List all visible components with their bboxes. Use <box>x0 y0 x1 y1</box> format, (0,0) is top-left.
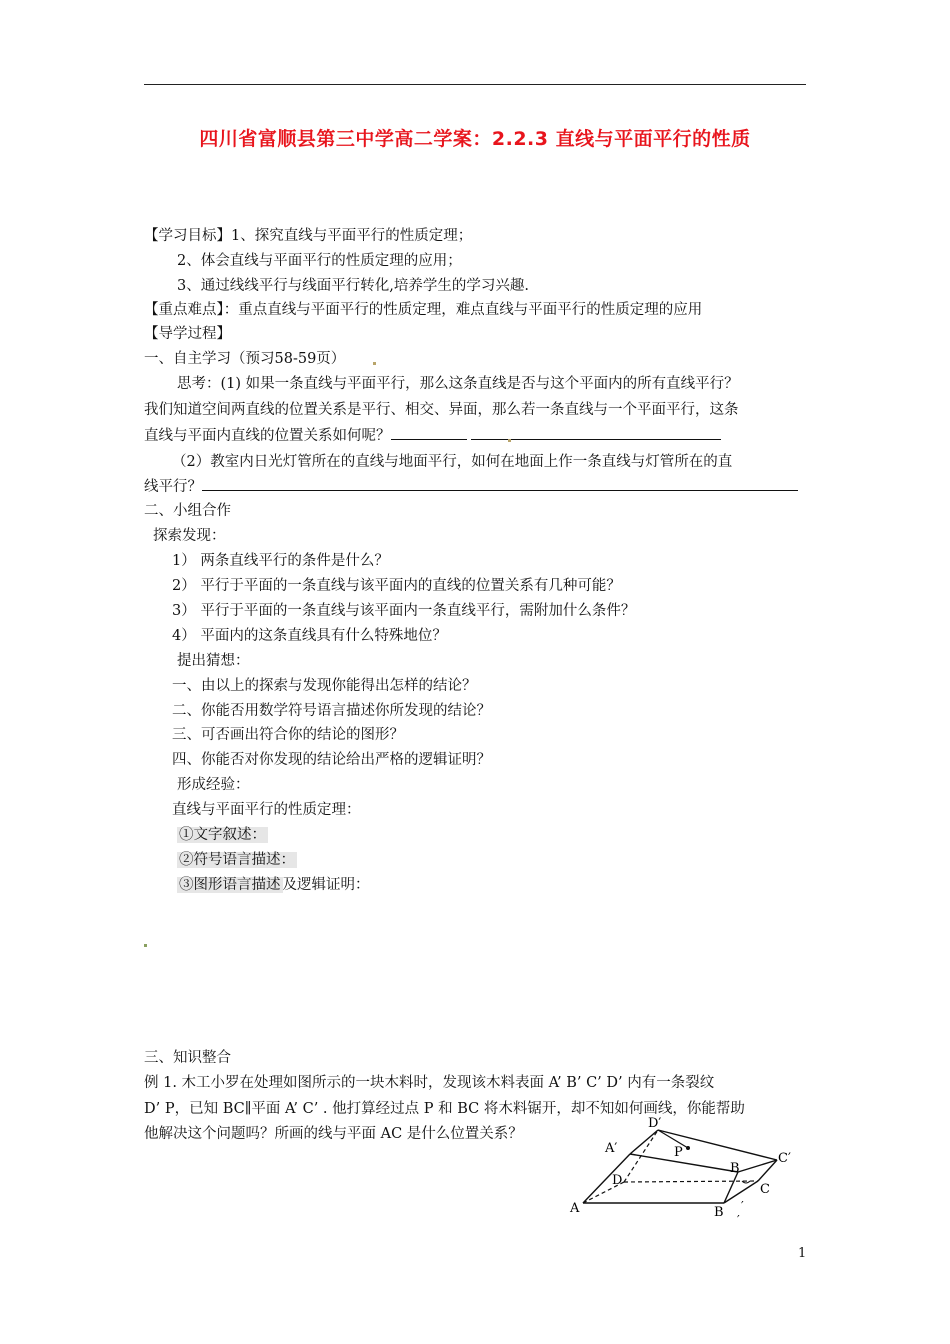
explore-item: 4） 平面内的这条直线具有什么特殊地位？ <box>172 628 447 644</box>
explore-label: 探索发现： <box>153 528 226 544</box>
objective-item: 3、通过线线平行与线面平行转化,培养学生的学习兴趣. <box>177 278 529 294</box>
label-a: A <box>570 1201 580 1216</box>
section-3-heading: 三、知识整合 <box>144 1050 231 1066</box>
point-p <box>686 1146 690 1150</box>
edge-d-d1-hidden <box>624 1130 658 1182</box>
speck-mark <box>144 944 147 947</box>
question-1-line-2: 我们知道空间两直线的位置关系是平行、相交、异面，那么若一条直线与一个平面平行，这条 <box>144 402 739 418</box>
guess-item: 二、你能否用数学符号语言描述你所发现的结论？ <box>172 703 491 719</box>
section-1-heading: 一、自主学习（预习58-59页） <box>144 351 346 367</box>
wood-block-figure <box>560 1110 810 1230</box>
question-1-line-3 <box>144 425 721 447</box>
objectives-label: 【学习目标】 <box>144 228 231 244</box>
edge-a1-b1 <box>630 1154 738 1172</box>
theorem-item-text <box>177 824 268 846</box>
example-line-1: 例 1. 木工小罗在处理如图所示的一块木料时，发现该木料表面 A’ B’ C’ D’ 内有一条裂纹 <box>144 1075 715 1091</box>
theorem-label: 直线与平面平行的性质定理： <box>172 802 361 818</box>
page-title: 四川省富顺县第三中学高二学案：2.2.3 直线与平面平行的性质 <box>199 128 751 150</box>
label-d-prime: D′ <box>648 1116 662 1131</box>
example-line-3: 他解决这个问题吗？所画的线与平面 AC 是什么位置关系？ <box>144 1126 523 1142</box>
guess-item: 四、你能否对你发现的结论给出严格的逻辑证明？ <box>172 752 491 768</box>
question-2-text: 线平行？ <box>144 479 202 495</box>
objective-item: 2、体会直线与平面平行的性质定理的应用； <box>177 253 462 269</box>
label-b-prime: B <box>730 1161 740 1176</box>
answer-blank[interactable] <box>202 476 798 491</box>
label-p: P <box>674 1145 683 1160</box>
answer-blank[interactable] <box>471 425 721 440</box>
crack-line <box>658 1130 688 1148</box>
theorem-item-3a: ③图形语言描述 <box>179 877 281 893</box>
guess-item: 一、由以上的探索与发现你能得出怎样的结论？ <box>172 678 477 694</box>
explore-item: 3） 平行于平面的一条直线与该平面内一条直线平行，需附加什么条件？ <box>172 603 636 619</box>
guide-heading: 【导学过程】 <box>144 326 231 342</box>
label-c-prime: C′ <box>778 1151 791 1166</box>
guess-label: 提出猜想： <box>177 653 250 669</box>
objective-item: 1、探究直线与平面平行的性质定理； <box>231 228 473 244</box>
header-rule <box>144 84 806 85</box>
question-2-line-2 <box>144 476 798 498</box>
question-2-line-1: （2）教室内日光灯管所在的直线与地面平行，如何在地面上作一条直线与灯管所在的直 <box>172 454 733 470</box>
theorem-item-figure <box>177 874 370 896</box>
speck-mark <box>373 362 376 365</box>
answer-blank[interactable] <box>391 425 467 440</box>
label-mark: ′ <box>737 1213 740 1227</box>
edge-a-a1 <box>583 1154 630 1203</box>
theorem-item-3b: 及逻辑证明： <box>282 877 370 893</box>
objectives-line-1 <box>144 225 472 247</box>
example-line-2: D’ P，已知 BC∥平面 A’ C’ . 他打算经过点 P 和 BC 将木料锯开，却不知如何画线，你能帮助 <box>144 1101 745 1117</box>
explore-item: 2） 平行于平面的一条直线与该平面内的直线的位置关系有几种可能？ <box>172 578 621 594</box>
explore-item: 1） 两条直线平行的条件是什么？ <box>172 553 389 569</box>
question-1-line-1: 思考：(1) 如果一条直线与平面平行，那么这条直线是否与这个平面内的所有直线平行？ <box>177 376 739 392</box>
theorem-item-symbol <box>177 849 297 871</box>
guess-item: 三、可否画出符合你的结论的图形？ <box>172 727 404 743</box>
label-b: B <box>714 1205 724 1220</box>
experience-label: 形成经验： <box>177 777 250 793</box>
theorem-item-2: ②符号语言描述： <box>179 852 295 868</box>
label-mark: ′ <box>741 1199 744 1213</box>
key-points: 【重点难点】：重点直线与平面平行的性质定理，难点直线与平面平行的性质定理的应用 <box>144 302 703 318</box>
label-c: C <box>760 1182 770 1197</box>
label-a-prime: A′ <box>605 1141 618 1156</box>
question-1-text: 直线与平面内直线的位置关系如何呢？ <box>144 428 391 444</box>
section-2-heading: 二、小组合作 <box>144 503 231 519</box>
speck-mark <box>508 439 511 442</box>
theorem-item-1: ①文字叙述： <box>179 827 266 843</box>
edge-dc-hidden <box>624 1181 758 1182</box>
page-number: 1 <box>798 1246 807 1261</box>
label-d: D <box>612 1173 623 1188</box>
